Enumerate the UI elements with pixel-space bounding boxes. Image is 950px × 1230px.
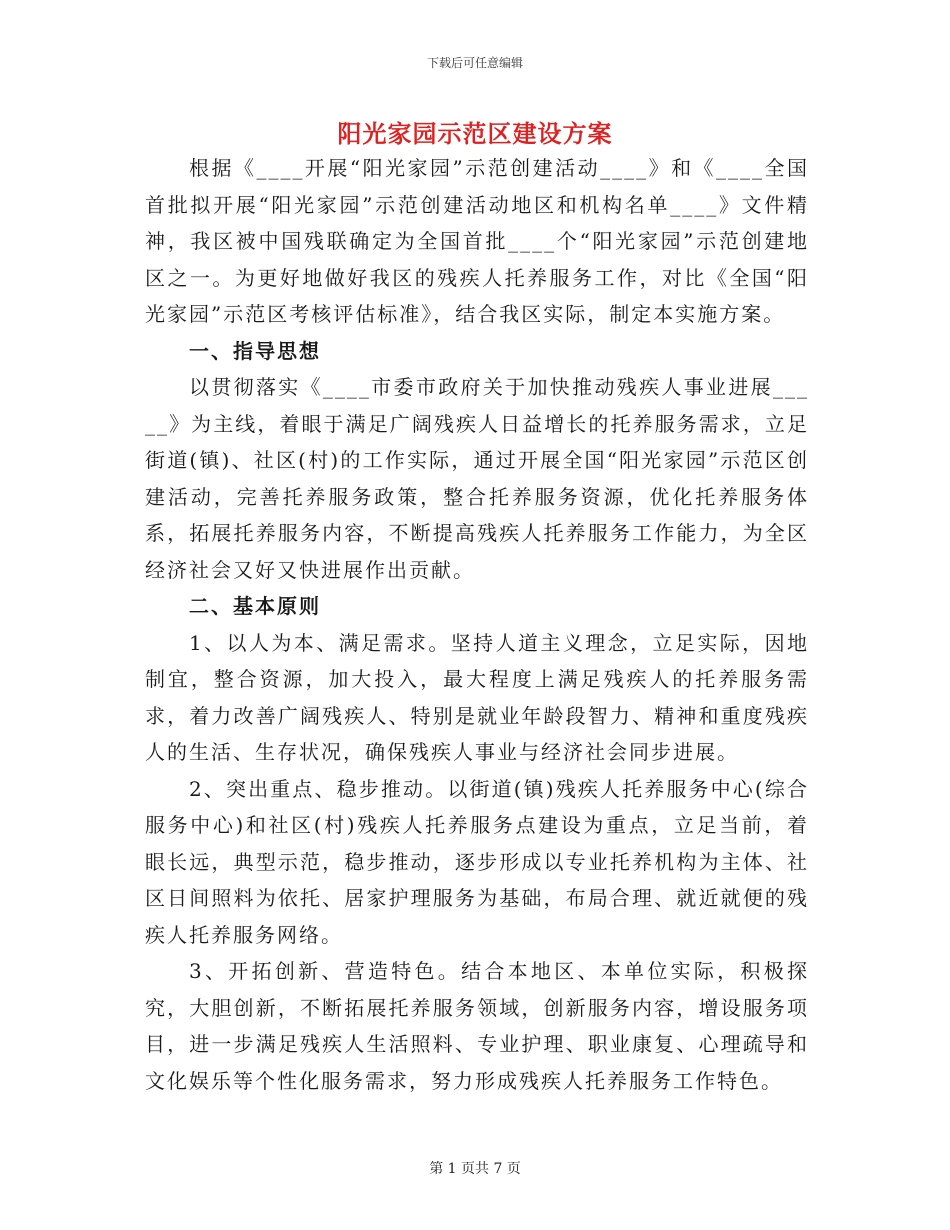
principle-paragraph-3: 3、开拓创新、营造特色。结合本地区、本单位实际，积极探究，大胆创新，不断拓展托养服务领域，创新服务内容，增设服务项目，进一步满足残疾人生活照料、专业护理、职业康复、心理疏导和文化娱乐等个性化服务需求，努力形成残疾人托养服务工作特色。 [145,959,809,1093]
page-footer: 第 1 页共 7 页 [429,1161,521,1177]
header-note: 下载后可任意编辑 [426,56,523,70]
section-heading-principles: 二、基本原则 [189,594,321,618]
document-body [145,150,809,1099]
principle-paragraph-2: 2、突出重点、稳步推动。以街道(镇)残疾人托养服务中心(综合服务中心)和社区(村)残疾人托养服务点建设为重点，立足当前，着眼长远，典型示范，稳步推动，逐步形成以专业托养机构为主体、社区日间照料为依托、居家护理服务为基础，布局合理、就近就便的残疾人托养服务网络。 [145,776,809,947]
principle-paragraph-1: 1、以人为本、满足需求。坚持人道主义理念，立足实际，因地制宜，整合资源，加大投入，最大程度上满足残疾人的托养服务需求，着力改善广阔残疾人、特别是就业年龄段智力、精神和重度残疾人的生活、生存状况，确保残疾人事业与经济社会同步进展。 [145,630,809,764]
guiding-paragraph: 以贯彻落实《____市委市政府关于加快推动残疾人事业进展_____》为主线，着眼于满足广阔残疾人日益增长的托养服务需求，立足街道(镇)、社区(村)的工作实际，通过开展全国“阳光家园”示范区创建活动，完善托养服务政策，整合托养服务资源，优化托养服务体系，拓展托养服务内容，不断提高残疾人托养服务工作能力，为全区经济社会又好又快进展作出贡献。 [145,375,809,582]
section-heading-guiding: 一、指导思想 [189,338,321,363]
document-title: 阳光家园示范区建设方案 [337,119,613,148]
intro-paragraph: 根据《____开展“阳光家园”示范创建活动____》和《____全国首批拟开展“阳光家园”示范创建活动地区和机构名单____》文件精神，我区被中国残联确定为全国首批____个“阳光家园”示范创建地区之一。为更好地做好我区的残疾人托养服务工作，对比《全国“阳光家园”示范区考核评估标准》，结合我区实际，制定本实施方案。 [145,156,809,326]
